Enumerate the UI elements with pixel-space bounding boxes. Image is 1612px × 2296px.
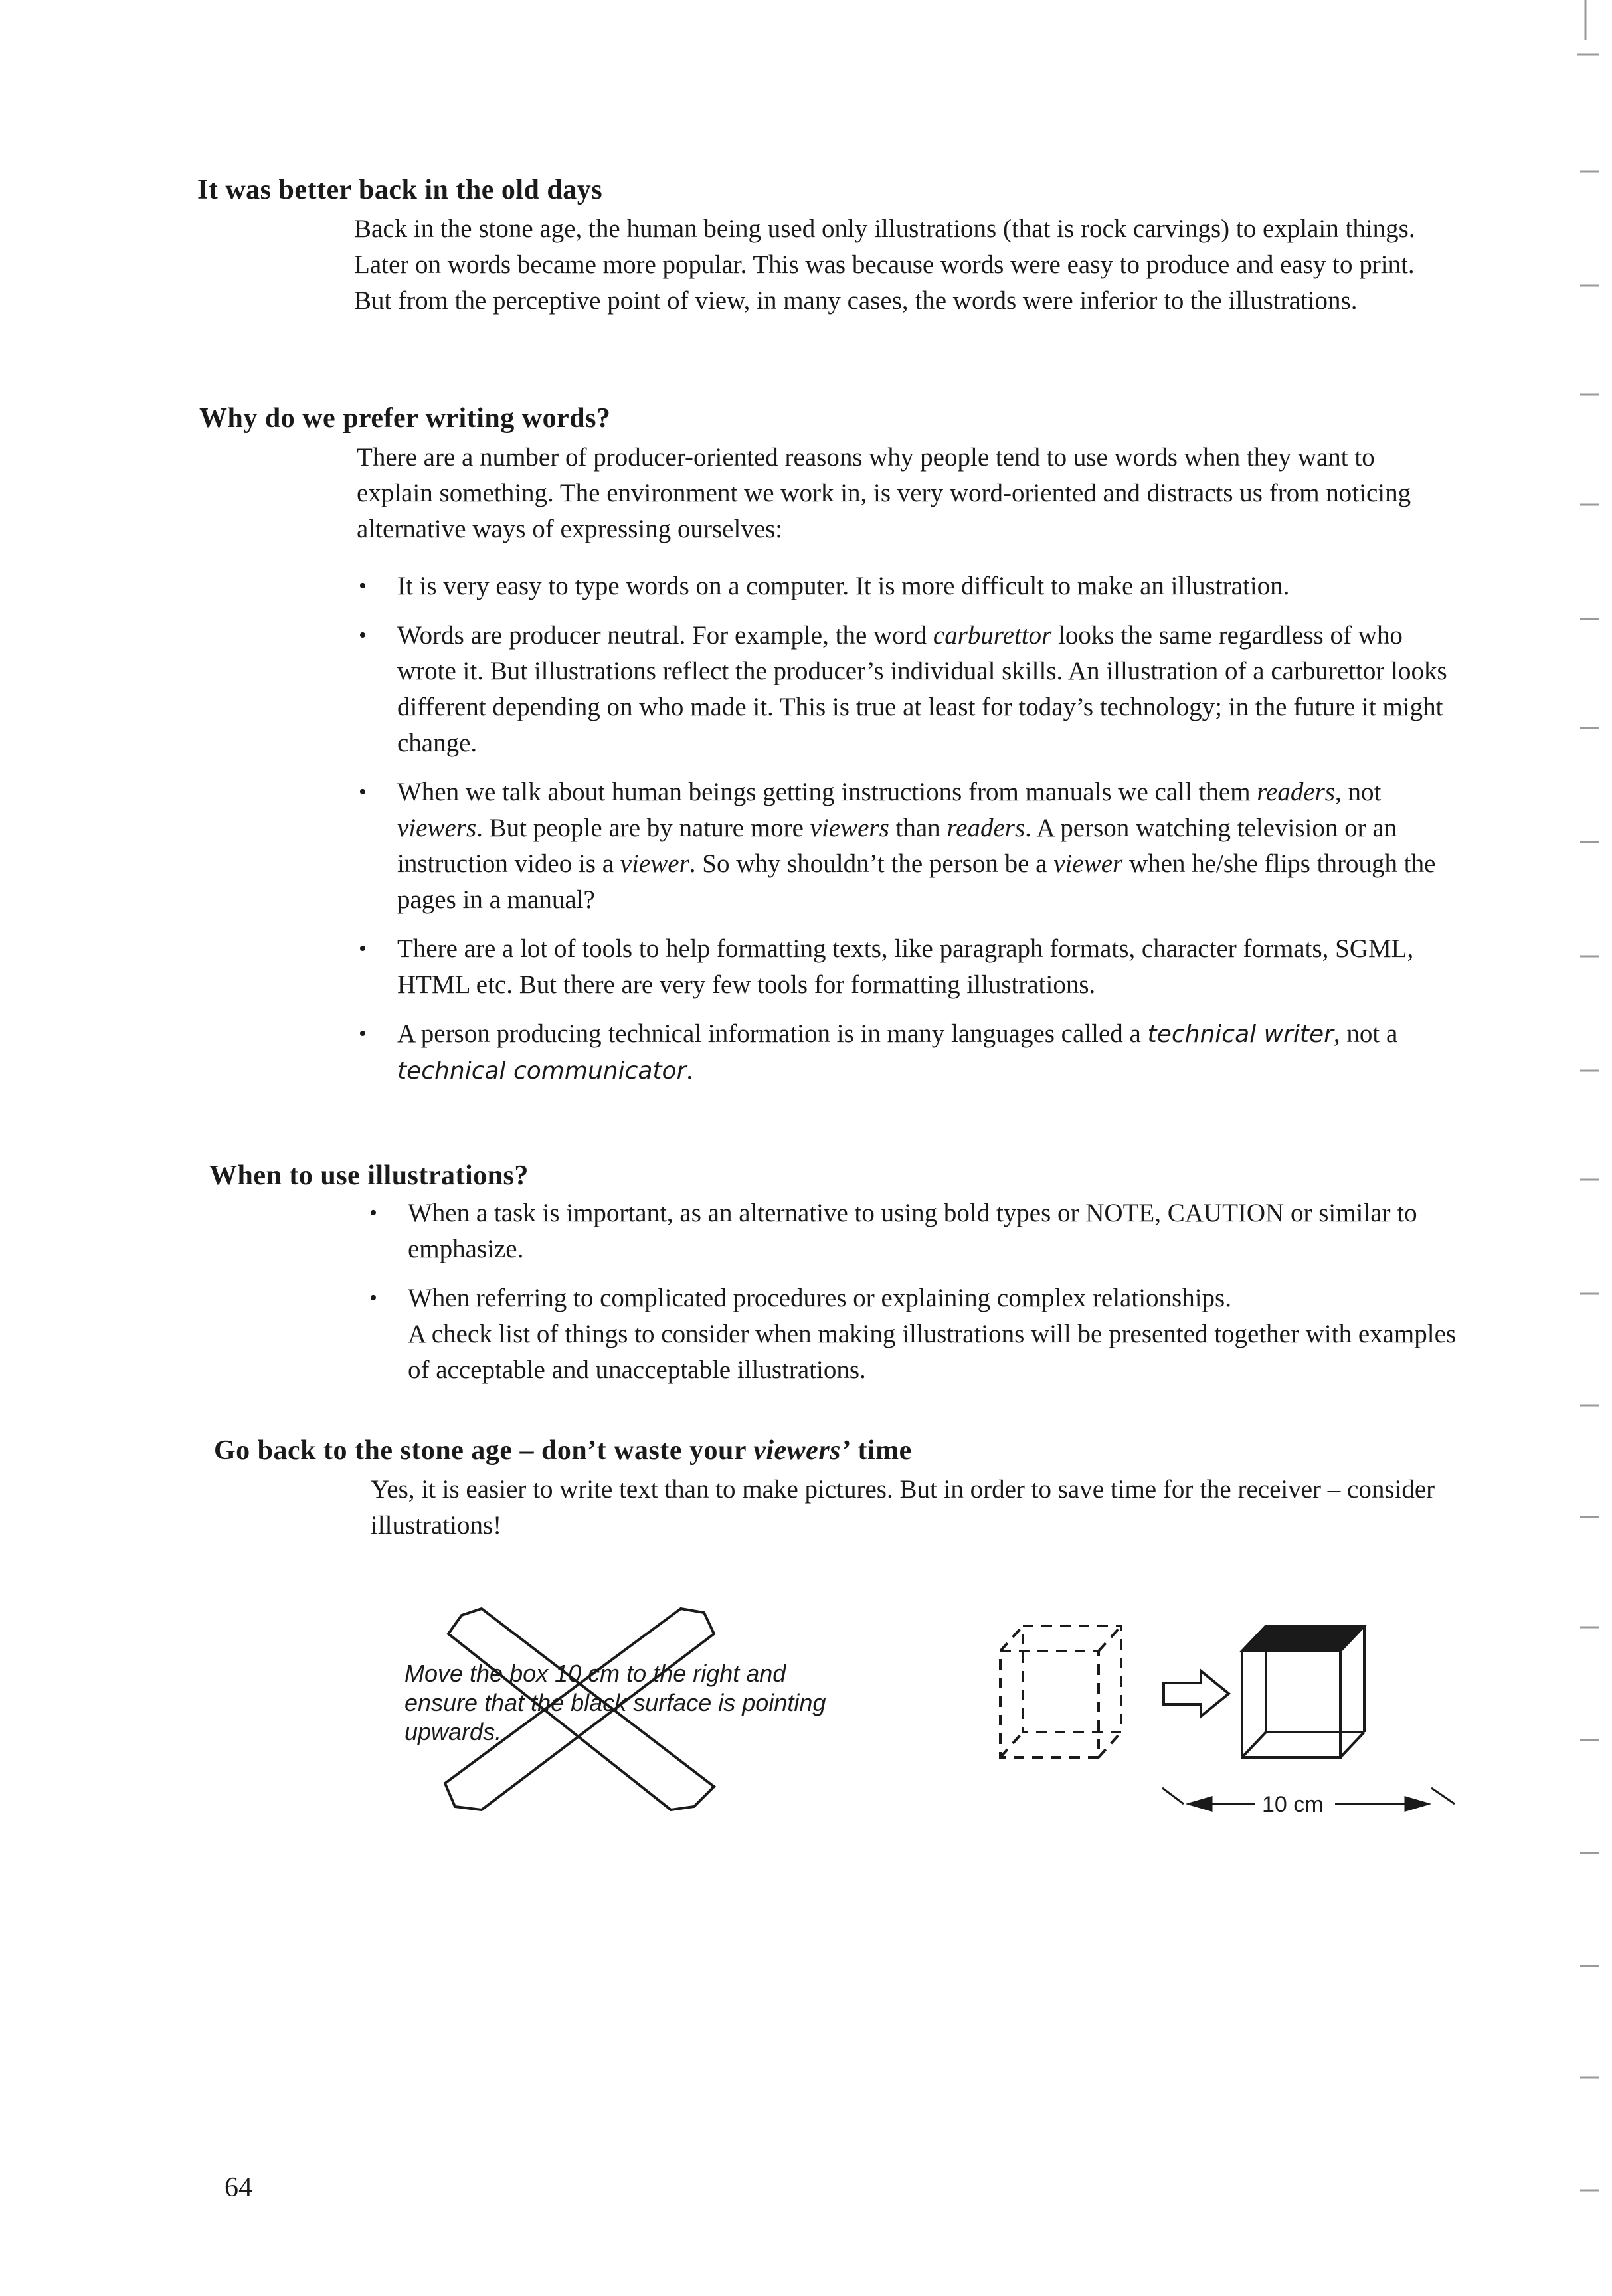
list-item: • It is very easy to type words on a computer. It is more difficult to make an illustration. [359,569,1461,604]
dimension-label: 10 cm [1262,1792,1324,1817]
list-item: • When a task is important, as an alternative to using bold types or NOTE, CAUTION or similar to emphasize. [369,1195,1472,1267]
bullet-list-when [369,1195,1472,1401]
list-item: • When we talk about human beings getting instructions from manuals we call them readers, not viewers. But people are by nature more viewers than readers. A person watching television or an instruction video is a viewer. So why shouldn’t the person be a viewer when he/she flips through the pages in a manual? [359,774,1461,918]
bullet-list-reasons [359,569,1461,1103]
heading-when-to-use: When to use illustrations? [209,1160,529,1191]
dashed-box-icon [1000,1626,1121,1757]
heading-old-days: It was better back in the old days [197,175,603,205]
list-item: • When referring to complicated procedures or explaining complex relationships. A check list of things to consider when making illustrations will be presented together with examples of acceptable and unacceptable illustrations. [369,1280,1472,1388]
arrow-right-icon [1164,1671,1229,1716]
heading-prefer-words: Why do we prefer writing words? [199,403,611,434]
page-number: 64 [224,2172,252,2203]
solid-box-icon [1242,1626,1364,1757]
cross-out-icon [442,1607,721,1820]
list-item: • There are a lot of tools to help formatting texts, like paragraph formats, character formats, SGML, HTML etc. But there are very few tools for formatting illustrations. [359,931,1461,1003]
paragraph-stone-age: Yes, it is easier to write text than to make pictures. But in order to save time for the receiver – consider illustrations! [371,1475,1435,1540]
list-item: • A person producing technical information is in many languages called a technical writer, not a technical communicator. [359,1016,1461,1089]
figure-good-example [990,1614,1468,1833]
figure-bad-example [402,1607,827,1833]
paragraph-old-days: Back in the stone age, the human being used only illustrations (that is rock carvings) to explain things. Later on words became more popular. This was because words were easy to produce and easy to print. But from the perceptive point of view, in many cases, the words were inferior to the illustrations. [354,215,1415,315]
crossed-instruction-text: Move the box 10 cm to the right and ensure that the black surface is pointing upwards. [404,1660,826,1745]
heading-stone-age: Go back to the stone age – don’t waste your viewers’ time [214,1435,912,1466]
paragraph-prefer-words: There are a number of producer-oriented reasons why people tend to use words when they want to explain something. The environment we work in, is very word-oriented and distracts us from noticing alternative ways of expressing ourselves: [357,443,1411,543]
binding-marks [1572,0,1612,2296]
list-item: • Words are producer neutral. For example, the word carburettor looks the same regardless of who wrote it. But illustrations reflect the producer’s individual skills. An illustration of a carburettor looks different depending on who made it. This is true at least for today’s technology; in the future it might change. [359,618,1461,761]
